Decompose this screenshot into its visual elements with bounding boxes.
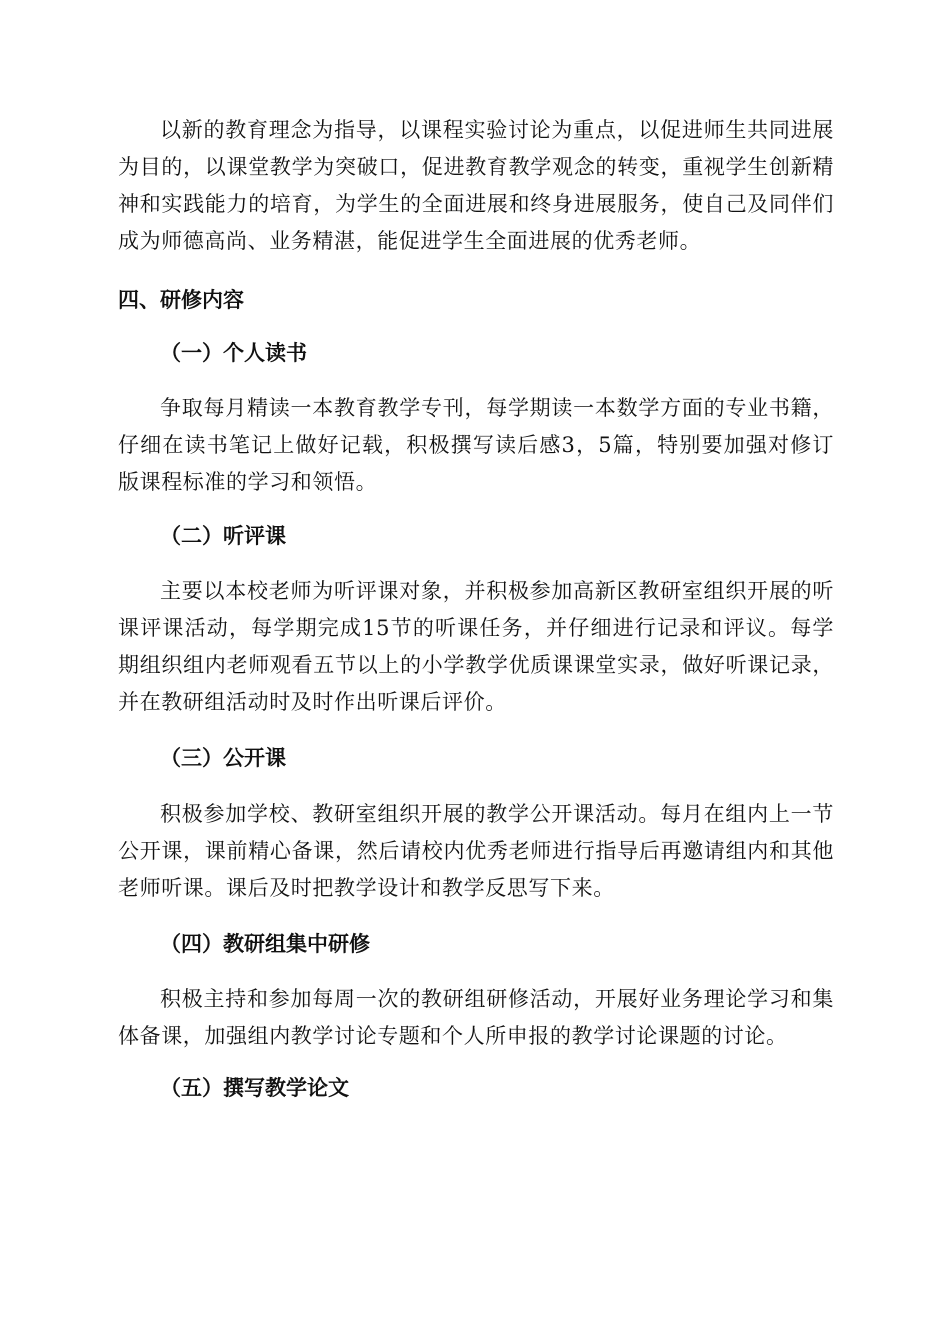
subsection-title-paper-writing: （五）撰写教学论文 xyxy=(160,1075,349,1100)
subsection-body-group-study: 积极主持和参加每周一次的教研组研修活动，开展好业务理论学习和集体备课，加强组内教学讨论专题和个人所申报的教学讨论课题的讨论。 xyxy=(118,987,834,1048)
subsection-title-open-class: （三）公开课 xyxy=(160,745,286,770)
subsection-body-open-class: 积极参加学校、教研室组织开展的教学公开课活动。每月在组内上一节公开课，课前精心备课，然后请校内优秀老师进行指导后再邀请组内和其他老师听课。课后及时把教学设计和教学反思写下来。 xyxy=(118,802,834,900)
subsection-body-reading: 争取每月精读一本教育教学专刊，每学期读一本数学方面的专业书籍，仔细在读书笔记上做好记载，积极撰写读后感3，5篇，特别要加强对修订版课程标准的学习和领悟。 xyxy=(118,396,834,494)
intro-paragraph: 以新的教育理念为指导，以课程实验讨论为重点，以促进师生共同进展为目的，以课堂教学为突破口，促进教育教学观念的转变，重视学生创新精神和实践能力的培育，为学生的全面进展和终身进展服务，使自己及同伴们成为师德高尚、业务精湛，能促进学生全面进展的优秀老师。 xyxy=(118,118,834,253)
subsection-title-lesson-review: （二）听评课 xyxy=(160,523,286,548)
section-heading: 四、研修内容 xyxy=(118,288,244,312)
subsection-body-lesson-review: 主要以本校老师为听评课对象，并积极参加高新区教研室组织开展的听课评课活动，每学期完成15节的听课任务，并仔细进行记录和评议。每学期组织组内老师观看五节以上的小学教学优质课课堂实录，做好听课记录，并在教研组活动时及时作出听课后评价。 xyxy=(118,579,834,714)
subsection-title-group-study: （四）教研组集中研修 xyxy=(160,931,370,956)
subsection-title-reading: （一）个人读书 xyxy=(160,340,307,365)
